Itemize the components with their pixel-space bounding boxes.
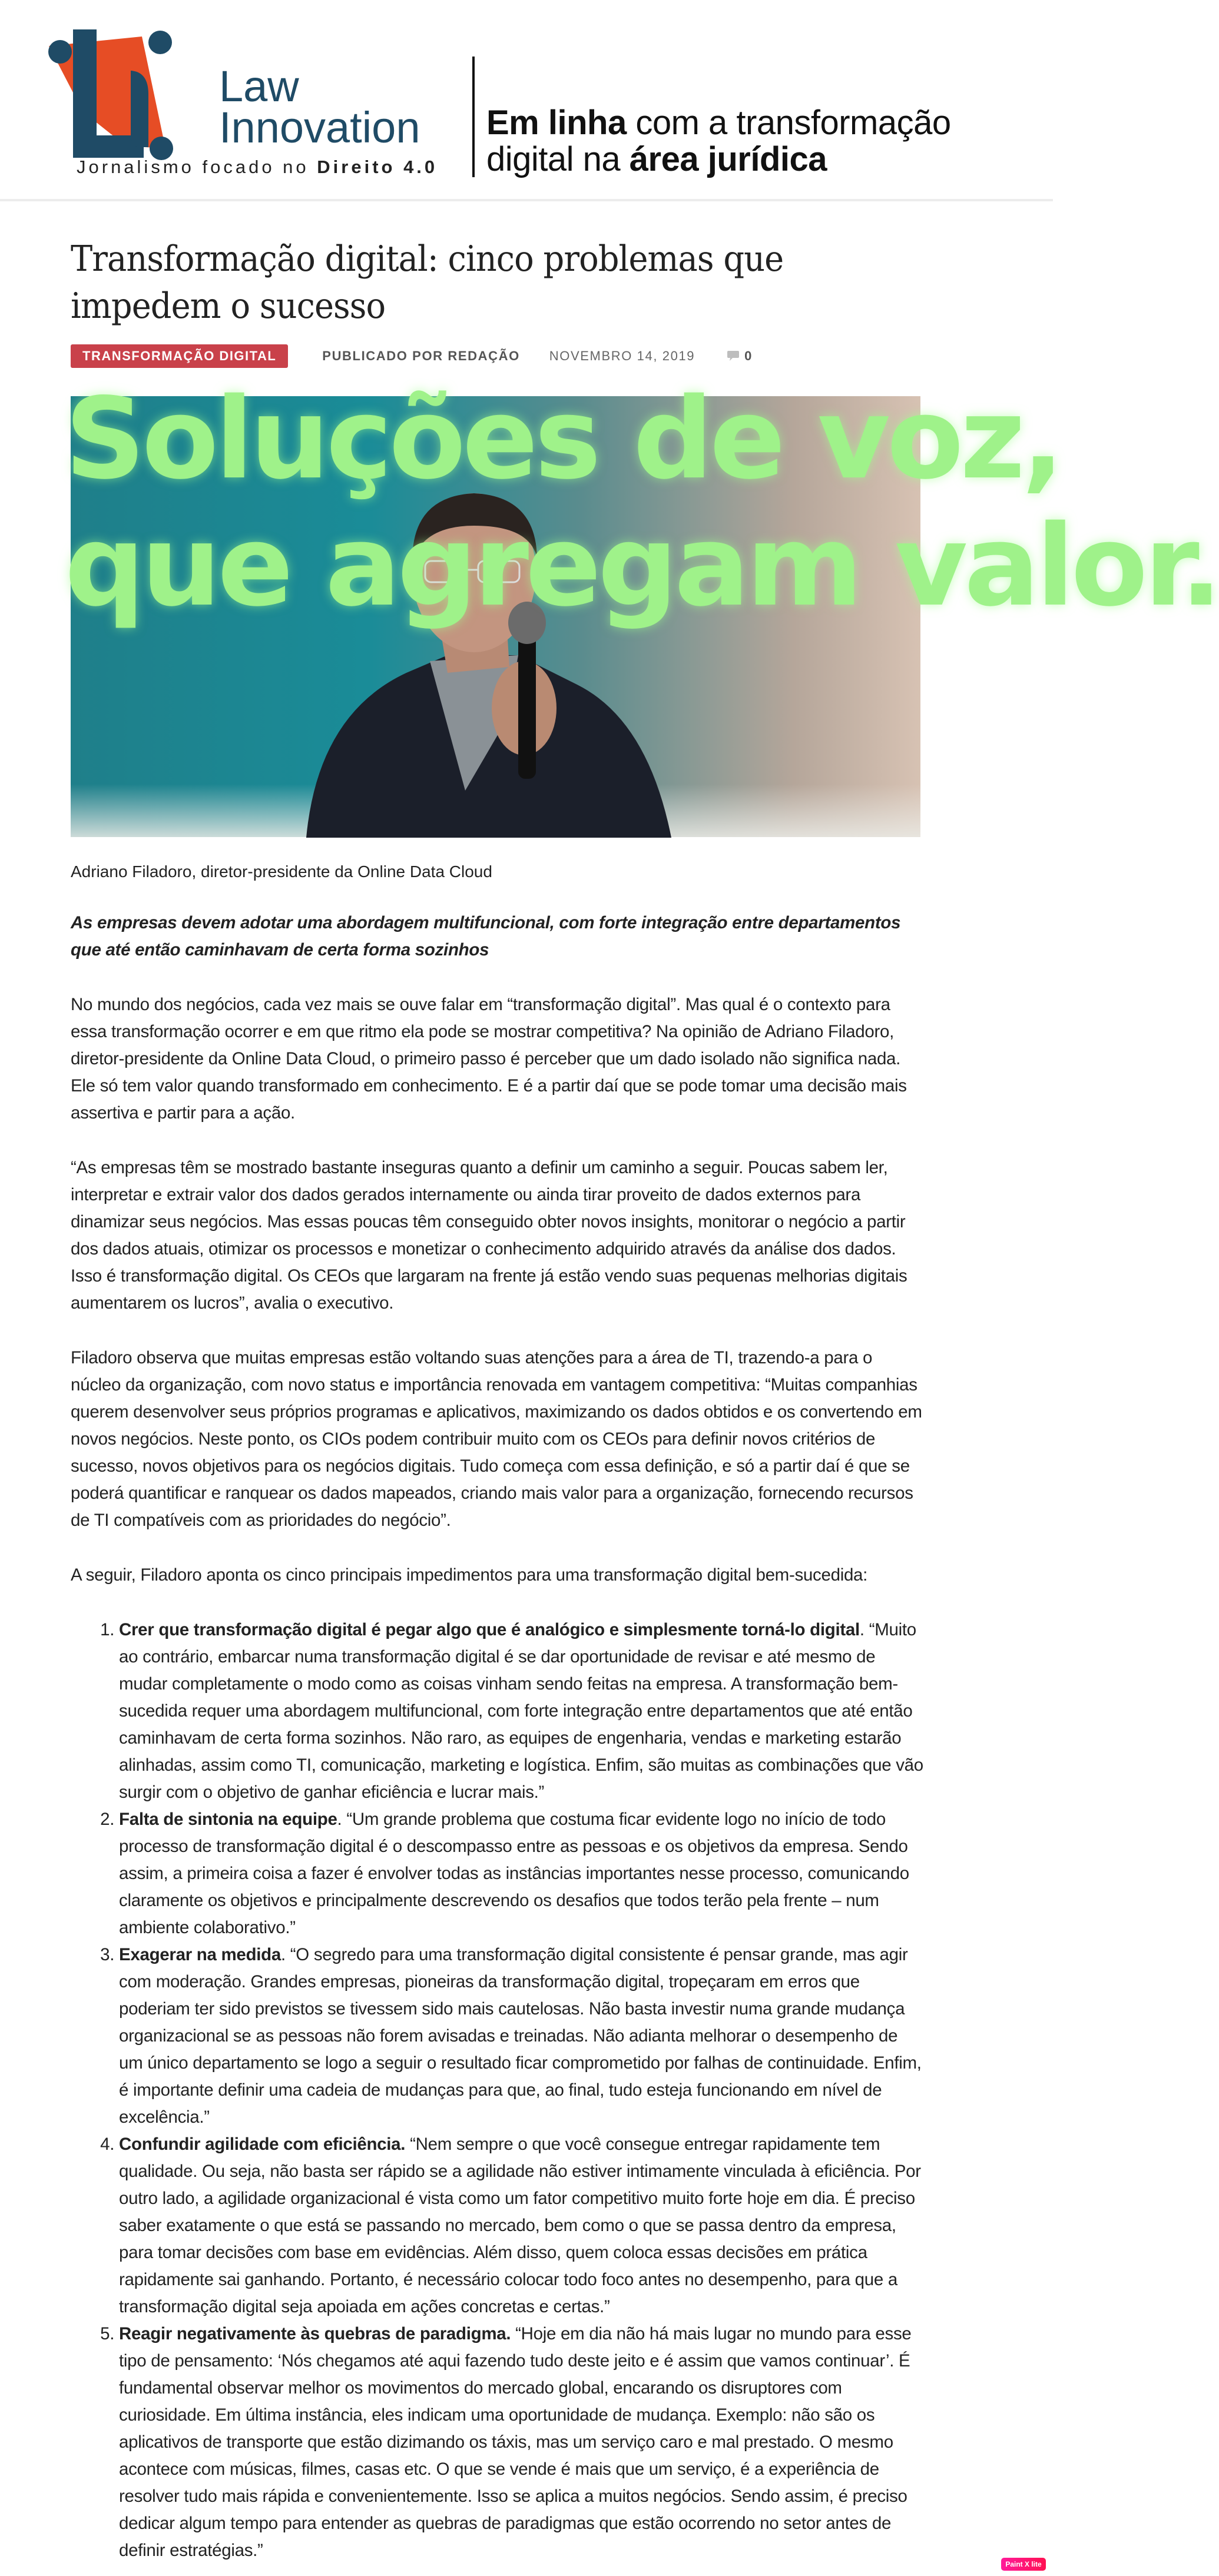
meta-author[interactable]: PUBLICADO POR REDAÇÃO [322,348,520,363]
header-slogan [486,105,951,178]
slogan-line1 [486,105,951,141]
logo-tagline-bold: Direito 4.0 [317,157,438,177]
slogan-line2-regular: digital na [486,140,630,178]
slogan-line1-regular: com a transformação [626,104,951,142]
list-item [119,1616,925,1806]
logo-tagline [77,157,438,178]
comments-link[interactable] [727,348,751,364]
paragraph-2: “As empresas têm se mostrado bastante inseguras quanto a definir um caminho a seguir. Poucas sabem ler, interpretar e extrair valor dos dados gerados internamente ou ainda tirar proveito de dados externos para dinamizar seus negócios. Mas essas poucas têm conseguido obter novos insights, monitorar o negócio a partir dos dados atuais, otimizar os processos e monetizar o conhecimento adquirido através da análise dos dados. Isso é transformação digital. Os CEOs que largaram na frente já estão vendo suas pequenas melhorias digitais aumentarem os lucros”, avalia o executivo. [71,1158,907,1313]
paragraph-4: A seguir, Filadoro aponta os cinco principais impedimentos para uma transformação digital bem-sucedida: [71,1565,868,1585]
list-item [119,2131,925,2321]
list-item-heading: Crer que transformação digital é pegar algo que é analógico e simplesmente torná-lo digital [119,1620,860,1639]
list-item-text: “Muito ao contrário, embarcar numa transformação digital é se dar oportunidade de revisar e até mesmo de mudar completamente o modo como as coisas vinham sendo feitas na empresa. A transformação bem-sucedida requer uma abordagem multifuncional, com forte integração entre departamentos que até então caminhavam de certa forma sozinhos. Não raro, as equipes de engenharia, vendas e marketing estarão alinhadas, assim como TI, comunicação, marketing e logística. Enfim, são muitas as combinações que vão surgir com o objetivo de ganhar eficiência e lucrar mais.” [119,1620,923,1802]
list-item-text: “Hoje em dia não há mais lugar no mundo para esse tipo de pensamento: ‘Nós chegamos até aqui fazendo tudo deste jeito e é assim que vamos continuar’. É fundamental observar melhor os movimentos do mercado global, encarando os disruptores com curiosidade. Em última instância, eles indicam uma oportunidade de mudança. Exemplo: não são os aplicativos de transporte que estão dizimando os táxis, mas um serviço caro e mal prestado. O mesmo acontece com músicas, filmes, casas etc. O que se vende é mais que um serviço, é a experiência de resolver tudo mais rápida e convenientemente. Isso se aplica a muitos negócios. Sendo assim, é preciso dedicar algum tempo para entender as quebras de paradigmas que estão ocorrendo no setor antes de definir estratégias.” [119,2324,912,2560]
header-divider [472,57,475,177]
logo-wordmark [219,62,420,152]
list-item-sep: . [859,1620,864,1639]
paragraph-1: No mundo dos negócios, cada vez mais se ouve falar em “transformação digital”. Mas qual é o contexto para essa transformação ocorrer e em que ritmo ela pode se mostrar competitiva? Na opinião de Adriano Filadoro, diretor-presidente da Online Data Cloud, o primeiro passo é perceber que um dado isolado não significa nada. Ele só tem valor quando transformado em conhecimento. E é a partir daí que se pode tomar uma decisão mais assertiva e partir para a ação. [71,995,907,1123]
image-caption: Adriano Filadoro, diretor-presidente da Online Data Cloud [71,862,492,881]
slogan-line2-bold: área jurídica [629,140,827,178]
law-innovation-logo-icon [44,24,170,159]
list-item-sep: . [337,1810,342,1829]
list-item-heading: Falta de sintonia na equipe [119,1810,337,1829]
slogan-line2 [486,141,951,178]
list-item-heading: Exagerar na medida [119,1945,281,1964]
logo-word-line1: Law [219,62,299,111]
paragraph-3: Filadoro observa que muitas empresas estão voltando suas atenções para a área de TI, trazendo-a para o núcleo da organização, com novo status e importância renovada em vantagem competitiva: “Muitas companhias querem desenvolver seus próprios programas e aplicativos, maximizando os dados obtidos e os convertendo em novos negócios. Neste ponto, os CIOs podem contribuir muito com os CEOs para definir novos critérios de sucesso, novos objetivos para os negócios digitais. Tudo começa com essa definição, e só a partir daí é que se poderá quantificar e ranquear os dados mapeados, criando mais valor para a organização, fornecendo recursos de TI compatíveis com as prioridades do negócio”. [71,1348,922,1530]
category-badge[interactable]: TRANSFORMAÇÃO DIGITAL [71,344,288,368]
hero-screen-text-line1: Soluções de voz, [65,374,1061,504]
list-item [119,1806,925,1941]
paint-x-lite-badge[interactable]: Paint X lite [1001,2558,1046,2571]
logo-tagline-regular: Jornalismo focado no [77,157,317,177]
list-item-text: “Um grande problema que costuma ficar evidente logo no início de todo processo de transformação digital é o descompasso entre as pessoas e os objetivos da empresa. Sendo assim, a primeira coisa a fazer é envolver todas as instâncias importantes nesse processo, comunicando claramente os objetivos e principalmente descrevendo os desafios que todos terão pela frente – num ambiente colaborativo.” [119,1810,909,1937]
impediments-list [71,1616,925,2564]
list-item-heading: Confundir agilidade com eficiência. [119,2135,406,2154]
meta-date: NOVEMBRO 14, 2019 [549,348,695,363]
article-header [71,235,925,330]
site-header [0,0,1053,201]
comment-count: 0 [744,348,752,363]
list-item-sep: . [280,1945,286,1964]
slogan-line1-bold: Em linha [486,104,627,142]
logo-word-line2: Innovation [219,103,420,152]
list-item-text: “O segredo para uma transformação digital consistente é pensar grande, mas agir com moderação. Grandes empresas, pioneiras da transformação digital, tropeçaram em erros que poderiam ter sido previstos se tivessem sido mais cautelosas. Não basta investir numa grande mudança organizacional se as pessoas não forem avisadas e treinadas. Não adianta melhorar o desempenho de um único departamento se logo a seguir o resultado ficar comprometido por falhas de continuidade. Enfim, é importante definir uma cadeia de mudanças para que, ao final, tudo esteja funcionando em nível de excelência.” [119,1945,922,2127]
article-lead: As empresas devem adotar uma abordagem multifuncional, com forte integração entre departamentos que até então caminhavam de certa forma sozinhos [71,913,901,960]
speech-bubble-icon [727,350,740,363]
list-item-heading: Reagir negativamente às quebras de paradigma. [119,2324,511,2343]
article-meta [71,344,751,369]
list-item [119,1941,925,2131]
hero-screen-text-line2: que agregam valor. [65,501,1219,631]
list-item [119,2321,925,2564]
article-body [71,909,925,2564]
list-item-text: “Nem sempre o que você consegue entregar rapidamente tem qualidade. Ou seja, não basta ser rápido se a agilidade não estiver intimamente vinculada à eficiência. Por outro lado, a agilidade organizacional é vista como um fator competitivo muito forte hoje em dia. É preciso saber exatamente o que está se passando no mercado, bem como o que se passa dentro da empresa, para tomar decisões com base em evidências. Além disso, quem coloca essas decisões em prática rapidamente sai ganhando. Portanto, é necessário colocar todo foco antes no desempenho, para que a transformação digital seja apoiada em ações concretas e certas.” [119,2135,921,2316]
article-title: Transformação digital: cinco problemas que impedem o sucesso [71,238,784,327]
hero-image [65,374,1219,837]
